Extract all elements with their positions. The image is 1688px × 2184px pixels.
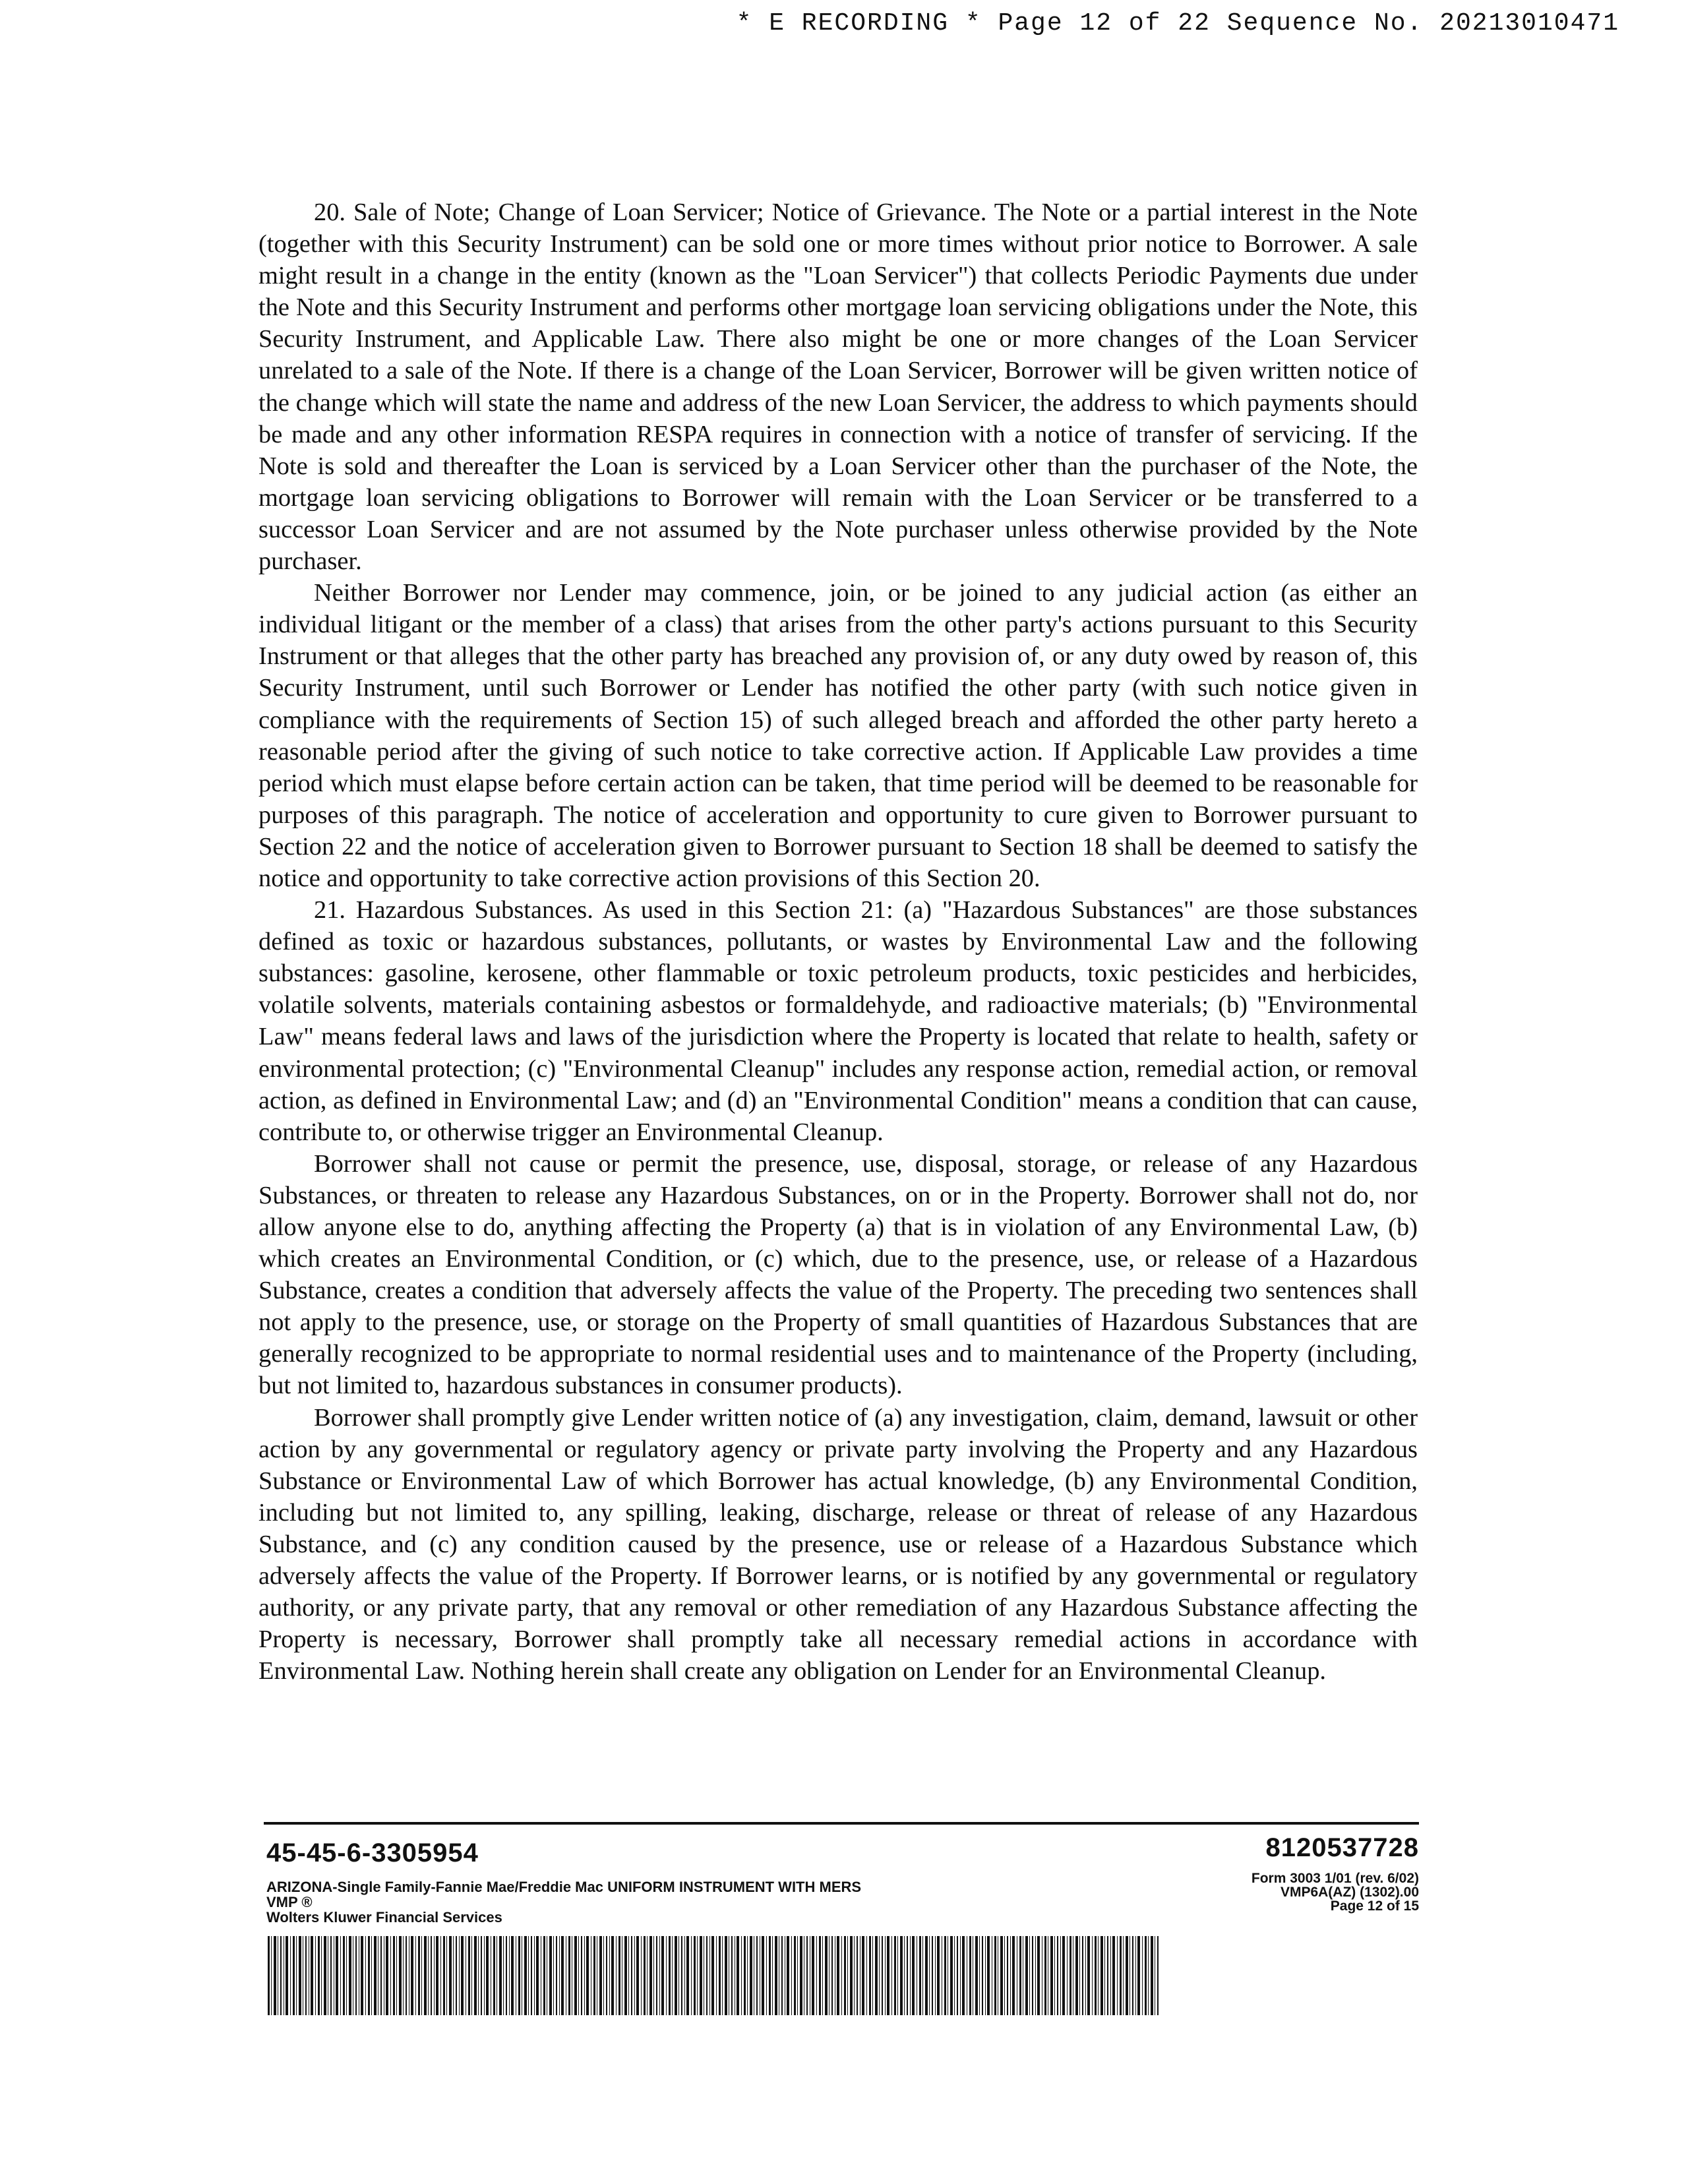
form-code: VMP6A(AZ) (1302).00 <box>1280 1885 1419 1900</box>
footer-divider <box>264 1822 1419 1825</box>
form-title: ARIZONA-Single Family-Fannie Mae/Freddie Mac UNIFORM INSTRUMENT WITH MERS <box>266 1879 862 1895</box>
form-number: Form 3003 1/01 (rev. 6/02) <box>1251 1871 1419 1886</box>
paragraph-section-20: 20. Sale of Note; Change of Loan Servicer; Notice of Grievance. The Note or a partial interest in the Note (together with this Security Instrument) can be sold one or more times without prior notice to Borrower. A sale might result in a change in the entity (known as the "Loan Servicer") that collects Periodic Payments due under the Note and this Security Instrument and performs other mortgage loan servicing obligations under the Note, this Security Instrument, and Applicable Law. There also might be one or more changes of the Loan Servicer unrelated to a sale of the Note. If there is a change of the Loan Servicer, Borrower will be given written notice of the change which will state the name and address of the new Loan Servicer, the address to which payments should be made and any other information RESPA requires in connection with a notice of transfer of servicing. If the Note is sold and thereafter the Loan is serviced by a Loan Servicer other than the purchaser of the Note, the mortgage loan servicing obligations to Borrower will remain with the Loan Servicer or be transferred to a successor Loan Servicer and are not assumed by the Note purchaser unless otherwise provided by the Note purchaser. <box>258 198 1418 576</box>
publisher-name: Wolters Kluwer Financial Services <box>266 1909 502 1926</box>
paragraph-section-21-prohibitions: Borrower shall not cause or permit the presence, use, disposal, storage, or release of any Hazardous Substances, or threaten to release any Hazardous Substances, on or in the Property. Borrower shall not do, nor allow anyone else to do, anything affecting the Property (a) that is in violation of any Environmental Law, (b) which creates an Environmental Condition, or (c) which, due to the presence, use, or release of a Hazardous Substance, creates a condition that adversely affects the value of the Property. The preceding two sentences shall not apply to the presence, use, or storage on the Property of small quantities of Hazardous Substances that are generally recognized to be appropriate to normal residential uses and to maintenance of the Property (including, but not limited to, hazardous substances in consumer products). <box>258 1149 1418 1400</box>
document-number: 8120537728 <box>1265 1833 1419 1862</box>
vendor-mark: VMP ® <box>266 1894 313 1910</box>
paragraph-section-21: 21. Hazardous Substances. As used in this Section 21: (a) "Hazardous Substances" are those substances defined as toxic or hazardous substances, pollutants, or wastes by Environmental Law and the following substances: gasoline, kerosene, other flammable or toxic petroleum products, toxic pesticides and herbicides, volatile solvents, materials containing asbestos or formaldehyde, and radioactive materials; (b) "Environmental Law" means federal laws and laws of the jurisdiction where the Property is located that relate to health, safety or environmental protection; (c) "Environmental Cleanup" includes any response action, remedial action, or removal action, as defined in Environmental Law; and (d) an "Environmental Condition" means a condition that can cause, contribute to, or otherwise trigger an Environmental Cleanup. <box>258 896 1418 1146</box>
recording-header: * E RECORDING * Page 12 of 22 Sequence No. 20213010471 <box>736 9 1619 38</box>
page-number: Page 12 of 15 <box>1330 1898 1419 1914</box>
barcode <box>268 1936 1159 2015</box>
loan-number: 45-45-6-3305954 <box>266 1838 479 1867</box>
form-identification <box>1251 1871 1419 1913</box>
document-body <box>258 197 1418 1687</box>
paragraph-section-21-notice: Borrower shall promptly give Lender written notice of (a) any investigation, claim, demand, lawsuit or other action by any governmental or regulatory agency or private party involving the Property and any Hazardous Substance or Environmental Law of which Borrower has actual knowledge, (b) any Environmental Condition, including but not limited to, any spilling, leaking, discharge, release or threat of release of any Hazardous Substance, and (c) any condition caused by the presence, use or release of a Hazardous Substance which adversely affects the value of the Property. If Borrower learns, or is notified by any governmental or regulatory authority, or any private party, that any removal or other remediation of any Hazardous Substance affecting the Property is necessary, Borrower shall promptly take all necessary remedial actions in accordance with Environmental Law. Nothing herein shall create any obligation on Lender for an Environmental Cleanup. <box>258 1403 1418 1685</box>
form-description <box>266 1879 861 1925</box>
paragraph-section-20-grievance: Neither Borrower nor Lender may commence, join, or be joined to any judicial action (as either an individual litigant or the member of a class) that arises from the other party's actions pursuant to this Security Instrument or that alleges that the other party has breached any provision of, or any duty owed by reason of, this Security Instrument, until such Borrower or Lender has notified the other party (with such notice given in compliance with the requirements of Section 15) of such alleged breach and afforded the other party hereto a reasonable period after the giving of such notice to take corrective action. If Applicable Law provides a time period which must elapse before certain action can be taken, that time period will be deemed to be reasonable for purposes of this paragraph. The notice of acceleration and opportunity to cure given to Borrower pursuant to Section 22 and the notice of acceleration given to Borrower pursuant to Section 18 shall be deemed to satisfy the notice and opportunity to take corrective action provisions of this Section 20. <box>258 579 1418 892</box>
